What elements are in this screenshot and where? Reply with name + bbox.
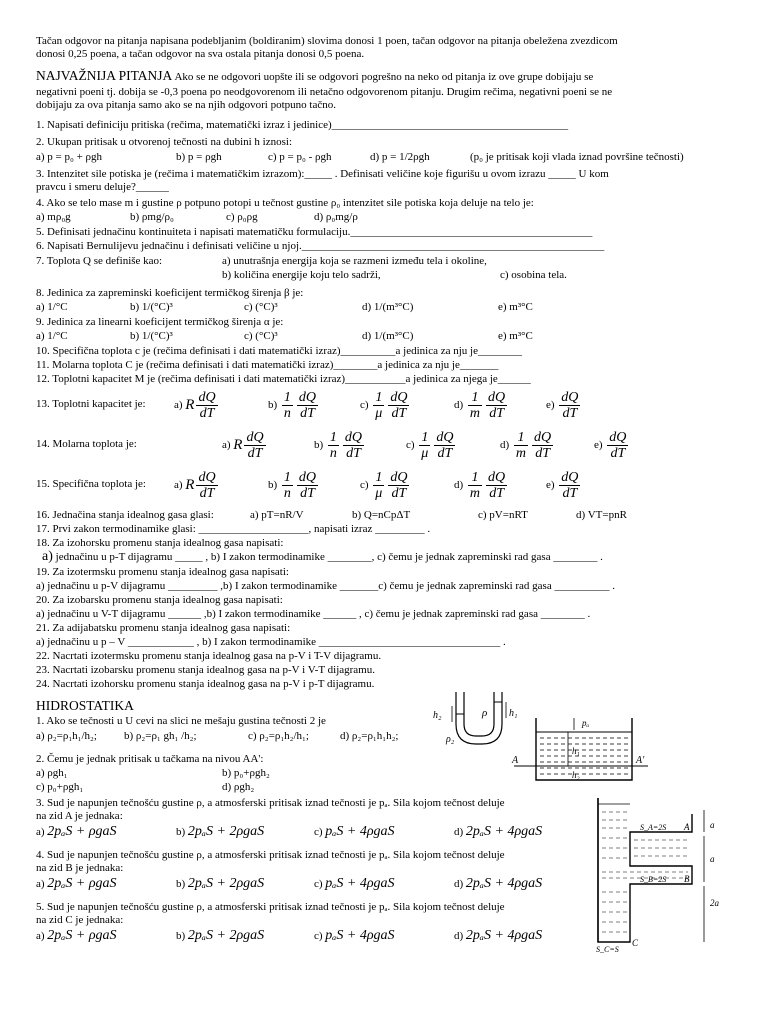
question-21: 21. Za adijabatsku promenu stanja idealnog gasa napisati: [36, 622, 291, 634]
option-a-label: a) [42, 549, 53, 564]
option-b: b) 2pₐS + 2ρgaS [176, 876, 265, 891]
question-7-text: 7. Toplota Q se definiše kao: [36, 255, 163, 267]
option-c: c) osobina tela. [500, 269, 567, 281]
section-title: NAJVAŽNIJA PITANJA [36, 68, 173, 83]
option-c: c) (°C)³ [244, 330, 278, 342]
question-1: 1. Napisati definiciju pritiska (rečima, matematički izraz i jedinice)___________________________________________ [36, 119, 569, 131]
question-6: 6. Napisati Bernulijevu jednačinu i definisati veličine u njoj._______________________________________________________ [36, 240, 605, 252]
label-A-prime: A' [636, 755, 645, 766]
question-18-parts [36, 551, 603, 563]
option-a: a) mρ₀g [36, 211, 71, 223]
question-2: 2. Ukupan pritisak u otvorenoj tečnosti na dubini h iznosi: [36, 136, 293, 148]
question-20-parts: a) jednačinu u V-T dijagramu ______ ,b) I zakon termodinamike ______ , c) čemu je jednak zapreminski rad gasa ________ . [36, 608, 591, 620]
label-a-mid: a [710, 854, 715, 864]
hydro-question-3-cont: na zid A je jednaka: [36, 810, 123, 822]
container-figure [506, 716, 656, 786]
question-14-text: 14. Molarna toplota je: [36, 438, 137, 450]
option-e: e) m³°C [498, 301, 533, 313]
hydro-question-5-cont: na zid C je jednaka: [36, 914, 124, 926]
option-a: a) unutrašnja energija koja se razmeni između tela i okoline, [222, 255, 487, 267]
label-2a: 2a [710, 898, 719, 908]
option-c: c) $\frac{1}{\mu}$ $\frac{dQ}{dT}$ [360, 470, 408, 501]
option-b: b) $\frac{1}{n}$ $\frac{dQ}{dT}$ [268, 470, 317, 501]
label-h1: h₁ [509, 708, 518, 719]
question-5: 5. Definisati jednačinu kontinuiteta i napisati matematičku formulaciju.____________________________________________ [36, 226, 593, 238]
option-d: d) VT=pnR [576, 509, 627, 521]
option-d: d) $\frac{1}{m}$ $\frac{dQ}{dT}$ [500, 430, 552, 461]
option-b: b) količina energije koju telo sadrži, [222, 269, 381, 281]
option-c: c) $\frac{1}{\mu}$ $\frac{dQ}{dT}$ [360, 390, 408, 421]
section-lead: Ako se ne odgovori uopšte ili se odgovori pogrešno na neko od pitanja iz ove grupe dobijaju se [174, 71, 594, 83]
option-c: c) pₐS + 4ρgaS [314, 928, 395, 943]
option-d: d) ρ₂=ρ₁h₁h₂; [340, 730, 399, 742]
option-c: c) pₐS + 4ρgaS [314, 876, 395, 891]
option-d: d) 1/(m³°C) [362, 330, 414, 342]
option-a: a) ρ₂=ρ₁h₁/h₂; [36, 730, 97, 742]
stepped-vessel-figure [592, 796, 732, 956]
option-a: a) ρgh₁ [36, 767, 68, 779]
option-a: a) 1/°C [36, 301, 68, 313]
section-lead-3: dobijaju za ova pitanja samo ako se na njih odgovori potpuno tačno. [36, 99, 336, 111]
option-e: e) $\frac{dQ}{dT}$ [546, 390, 579, 421]
option-b: b) $\frac{1}{n}$ $\frac{dQ}{dT}$ [314, 430, 363, 461]
question-10: 10. Specifična toplota c je (rečima definisati i dati matematički izraz)__________a jedinica za nju je________ [36, 345, 522, 357]
option-d: d) 1/(m³°C) [362, 301, 414, 313]
hydro-question-2: 2. Čemu je jednak pritisak u tačkama na nivou AA': [36, 753, 264, 765]
option-a: a) R $\frac{dQ}{dT}$ [174, 470, 216, 501]
question-3-cont: pravcu i smeru deluje?______ [36, 181, 169, 193]
label-h2: h₂ [572, 770, 580, 780]
option-a: a) 2pₐS + ρgaS [36, 928, 117, 943]
question-18-text: jednačinu u p-T dijagramu _____ , b) I zakon termodinamike ________, c) čemu je jednak zapreminski rad gasa ________ . [55, 551, 603, 563]
question-18: 18. Za izohorsku promenu stanja idealnog gasa napisati: [36, 537, 284, 549]
question-9: 9. Jedinica za linearni koeficijent termičkog širenja α je: [36, 316, 284, 328]
option-c: c) pₐS + 4ρgaS [314, 824, 395, 839]
question-21-parts: a) jednačinu u p – V ____________ , b) I zakon termodinamike _________________________________ . [36, 636, 506, 648]
option-a: a) R $\frac{dQ}{dT}$ [222, 430, 264, 461]
intro-line-2: donosi 0,25 poena, a tačan odgovor na sva ostala pitanja donosi 0,5 poena. [36, 48, 365, 60]
option-c: c) p = p₀ - ρgh [268, 151, 332, 163]
question-22: 22. Nacrtati izotermsku promenu stanja idealnog gasa na p-V i T-V dijagramu. [36, 650, 382, 662]
option-e: e) $\frac{dQ}{dT}$ [594, 430, 627, 461]
question-16-text: 16. Jednačina stanja idealnog gasa glasi: [36, 509, 214, 521]
hydro-question-4: 4. Sud je napunjen tečnošću gustine ρ, a atmosferski pritisak iznad tečnosti je pₐ. Sila kojom tečnost deluje [36, 849, 505, 861]
label-h2: h₂ [433, 710, 442, 721]
option-b: b) 2pₐS + 2ρgaS [176, 928, 265, 943]
option-e: e) m³°C [498, 330, 533, 342]
option-b: b) p₀+ρgh₂ [222, 767, 270, 779]
option-d: d) ρ₀mg/ρ [314, 211, 358, 223]
section-lead-2: negativni poeni tj. dobija se -0,3 poena po neodgovorenom ili netačno odgovorenom pitanju. Drugim rečima, negativni poeni se ne [36, 86, 613, 98]
option-a: a) 2pₐS + ρgaS [36, 876, 117, 891]
question-13-text: 13. Toplotni kapacitet je: [36, 398, 146, 410]
option-d: d) 2pₐS + 4ρgaS [454, 876, 543, 891]
option-b: b) 2pₐS + 2ρgaS [176, 824, 265, 839]
option-d: d) p = 1/2ρgh [370, 151, 430, 163]
option-a: a) p = p₀ + ρgh [36, 151, 103, 163]
option-d: d) 2pₐS + 4ρgaS [454, 824, 543, 839]
label-A: A [684, 822, 690, 832]
option-a: a) R $\frac{dQ}{dT}$ [174, 390, 216, 421]
hydro-question-1: 1. Ako se tečnosti u U cevi na slici ne mešaju gustina tečnosti 2 je [36, 715, 326, 727]
label-pa: pₐ [582, 718, 590, 728]
hydro-question-4-cont: na zid B je jednaka: [36, 862, 124, 874]
label-h1: h₁ [572, 746, 580, 756]
question-15-text: 15. Specifična toplota je: [36, 478, 146, 490]
label-B: B [684, 874, 690, 884]
option-b: b) p = ρgh [176, 151, 222, 163]
question-17: 17. Prvi zakon termodinamike glasi: ____________________, napisati izraz _________ . [36, 523, 431, 535]
question-20: 20. Za izobarsku promenu stanja idealnog gasa napisati: [36, 594, 283, 606]
question-19: 19. Za izotermsku promenu stanja idealnog gasa napisati: [36, 566, 289, 578]
question-7 [36, 255, 487, 267]
option-b: b) $\frac{1}{n}$ $\frac{dQ}{dT}$ [268, 390, 317, 421]
label-rho2: ρ₂ [446, 734, 455, 745]
option-c: c) pV=nRT [478, 509, 528, 521]
question-23: 23. Nacrtati izobarsku promenu stanja idealnog gasa na p-V i V-T dijagramu. [36, 664, 375, 676]
option-a: a) 1/°C [36, 330, 68, 342]
question-4: 4. Ako se telo mase m i gustine ρ potpuno potopi u tečnost gustine ρ₀ intenzitet sile potiska koja deluje na telo je: [36, 197, 534, 209]
intro-line-1: Tačan odgovor na pitanja napisana podebljanim (boldiranim) slovima donosi 1 poen, tačan odgovor na pitanja obeležena zvezdicom [36, 35, 618, 47]
label-SB: S_B=2S [640, 875, 667, 884]
question-12: 12. Toplotni kapacitet M je (rečima definisati i dati matematički izraz)___________a jedinica za njega je______ [36, 373, 531, 385]
option-c: c) ρ₂=ρ₁h₂/h₁; [248, 730, 309, 742]
question-11: 11. Molarna toplota C je (rečima definisati i dati matematički izraz)________a jedinica za nju je_______ [36, 359, 499, 371]
section-title-hidrostatika: HIDROSTATIKA [36, 698, 134, 713]
label-rho: ρ [482, 707, 488, 719]
question-19-parts: a) jednačinu u p-V dijagramu _________ ,b) I zakon termodinamike _______c) čemu je jednak zapreminski rad gasa __________ . [36, 580, 615, 592]
label-a-top: a [710, 820, 715, 830]
option-note: (p₀ je pritisak koji vlada iznad površine tečnosti) [470, 151, 684, 163]
option-a: a) 2pₐS + ρgaS [36, 824, 117, 839]
question-16 [36, 509, 627, 521]
label-SA: S_A=2S [640, 823, 667, 832]
label-SC: S_C=S [596, 945, 619, 954]
option-a: a) pT=nR/V [250, 509, 304, 521]
hydro-question-3: 3. Sud je napunjen tečnošću gustine ρ, a atmosferski pritisak iznad tečnosti je pₐ. Sila kojom tečnost deluje [36, 797, 505, 809]
option-b: b) 1/(°C)³ [130, 301, 173, 313]
option-b: b) ρmg/ρ₀ [130, 211, 174, 223]
question-8: 8. Jedinica za zapreminski koeficijent termičkog širenja β je: [36, 287, 304, 299]
option-b: b) 1/(°C)³ [130, 330, 173, 342]
label-A: A [512, 755, 519, 766]
option-b: b) Q=nCpΔT [352, 509, 411, 521]
question-24: 24. Nacrtati izohorsku promenu stanja idealnog gasa na p-V i p-T dijagramu. [36, 678, 375, 690]
option-c: c) (°C)³ [244, 301, 278, 313]
question-3: 3. Intenzitet sile potiska je (rečima i matematičkim izrazom):_____ . Definisati veličine koje figurišu u ovom izrazu _____ U kom [36, 168, 609, 180]
option-e: e) $\frac{dQ}{dT}$ [546, 470, 579, 501]
label-C: C [632, 938, 639, 948]
option-d: d) 2pₐS + 4ρgaS [454, 928, 543, 943]
option-b: b) ρ₂=ρ₁ gh₁ /h₂; [124, 730, 197, 742]
option-d: d) $\frac{1}{m}$ $\frac{dQ}{dT}$ [454, 470, 506, 501]
option-c: c) ρ₀ρg [226, 211, 258, 223]
option-c: c) $\frac{1}{\mu}$ $\frac{dQ}{dT}$ [406, 430, 454, 461]
hydro-question-5: 5. Sud je napunjen tečnošću gustine ρ, a atmosferski pritisak iznad tečnosti je pₐ. Sila kojom tečnost deluje [36, 901, 505, 913]
option-c: c) p₀+ρgh₁ [36, 781, 84, 793]
option-d: d) ρgh₂ [222, 781, 255, 793]
section-header-najvaznija [36, 70, 593, 83]
option-d: d) $\frac{1}{m}$ $\frac{dQ}{dT}$ [454, 390, 506, 421]
